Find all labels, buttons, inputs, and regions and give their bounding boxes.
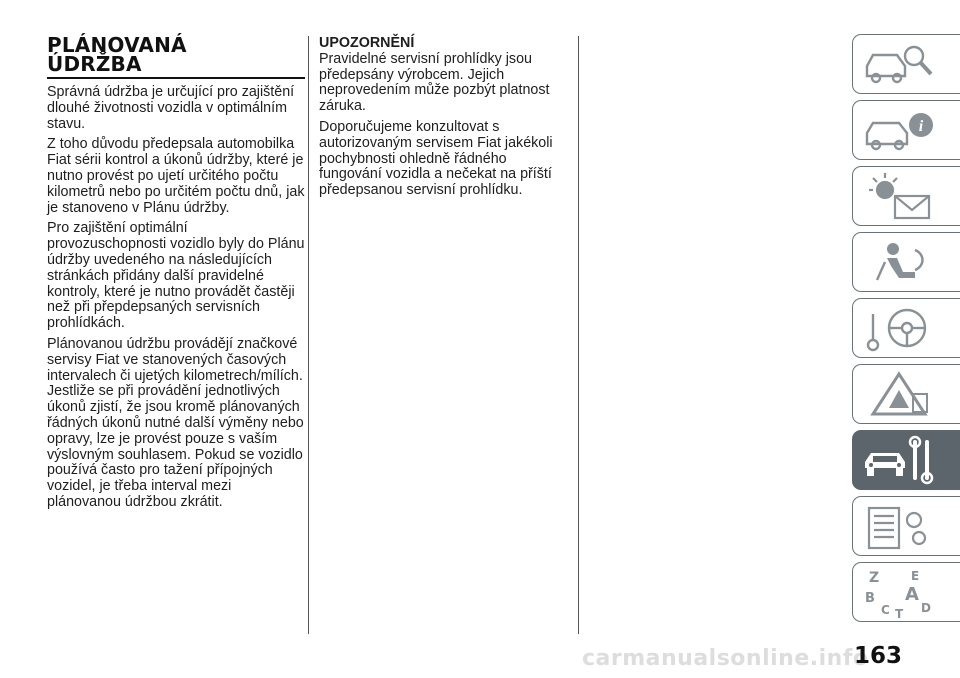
section-title — [47, 33, 305, 76]
section-title-line2: ÚDRŽBA — [47, 52, 142, 76]
watermark: carmanualsonline.info — [582, 646, 869, 671]
title-underline — [47, 77, 305, 79]
key-steering-wheel-icon — [859, 302, 939, 356]
warning-heading: UPOZORNĚNÍ — [319, 35, 415, 51]
tab-index[interactable] — [852, 562, 960, 622]
car-info-icon — [859, 104, 939, 158]
warning-light-envelope-icon — [859, 170, 939, 224]
warning-paragraph: Pravidelné servisní prohlídky jsou předepsány výrobcem. Jejich neprovedením může pozbýt platnost záruka. — [319, 50, 550, 115]
alphabet-index-icon — [859, 566, 939, 620]
paragraph: Pro zajištění optimální provozuschopnosti vozidlo byly do Plánu údržby uvedeného na následujících stránkách přidány další pravidelné kontroly, které je nutno provádět častěji než při přepdepsaných servisních prohlídkách. — [47, 220, 305, 332]
paragraph: Správná údržba je určující pro zajištění dlouhé životnosti vozidla v optimálním stavu. — [47, 84, 295, 132]
column-divider — [578, 36, 579, 634]
tab-warning-lights[interactable] — [852, 166, 960, 226]
car-magnifier-icon — [859, 38, 939, 92]
svg-text:i: i — [918, 118, 924, 135]
tab-emergency[interactable] — [852, 364, 960, 424]
warning-triangle-icon — [859, 368, 939, 422]
index-letter-a: A — [905, 584, 919, 605]
car-wrench-icon — [859, 434, 939, 488]
column-divider — [308, 36, 309, 634]
index-letter-c: C — [881, 603, 890, 617]
paragraph: Z toho důvodu předepsala automobilka Fiat sérii kontrol a úkonů údržby, které je nutno provést po ujetí určitého počtu kilometrů nebo po určitém počtu dnů, jak je stanoveno v Plánu údržby. — [47, 136, 305, 216]
page-number: 163 — [853, 643, 902, 669]
section-title-line1: PLÁNOVANÁ — [47, 33, 187, 57]
index-letter-d: D — [921, 601, 931, 615]
seated-person-airbag-icon — [859, 236, 939, 290]
index-letter-z: Z — [869, 570, 880, 586]
tab-safety[interactable] — [852, 232, 960, 292]
index-letter-t: T — [895, 607, 904, 620]
tab-car-search[interactable] — [852, 34, 960, 94]
tab-technical-data[interactable] — [852, 496, 960, 556]
warning-column — [319, 36, 569, 204]
tab-car-info[interactable] — [852, 100, 960, 160]
warning-paragraph: Doporučujeme konzultovat s autorizovaným servisem Fiat jakékoli pochybnosti ohledně řádného fungování vozidla a nečekat na příští předepsanou servisní prohlídku. — [319, 118, 553, 199]
index-letter-e: E — [911, 569, 920, 583]
left-column — [47, 33, 305, 516]
checklist-gears-icon — [859, 500, 939, 554]
tab-servicing-maintenance[interactable] — [852, 430, 960, 490]
paragraph: Plánovanou údržbu provádějí značkové servisy Fiat ve stanovených časových intervalech či ujetých kilometrech/mílích. Jestliže se při provádění jednotlivých úkonů zjistí, že jsou kromě plánovaných řádných úkonů nutné další výměny nebo opravy, lze je provést pouze s vaším výslovným souhlasem. Pokud se vozidlo používá často pro tažení přípojných vozidel, je třeba interval mezi plánovanou údržbou zkrátit. — [47, 335, 304, 510]
tab-starting-driving[interactable] — [852, 298, 960, 358]
index-letter-b: B — [865, 591, 875, 606]
